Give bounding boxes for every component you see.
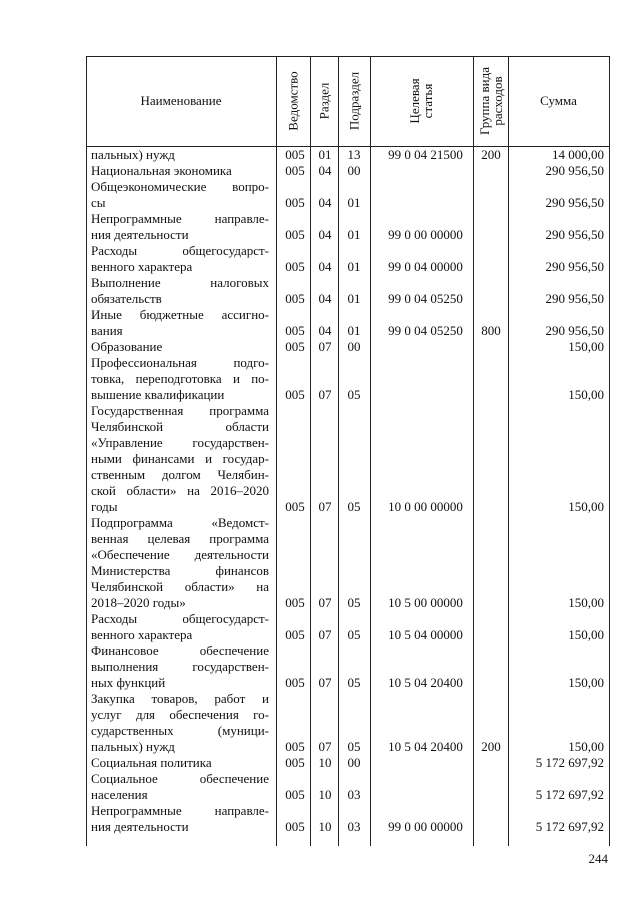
row-14-summa: 5 172 697,92 xyxy=(535,755,604,770)
row-9-podrazdel: 05 xyxy=(347,499,361,514)
row-4-celevaya-statya: 99 0 04 00000 xyxy=(388,259,463,274)
row-10-podrazdel: 05 xyxy=(347,595,361,610)
row-4-razdel: 04 xyxy=(318,259,332,274)
row-5-vedomstvo: 005 xyxy=(285,291,305,306)
row-16-podrazdel: 03 xyxy=(347,819,361,834)
row-14-podrazdel: 00 xyxy=(347,755,361,770)
row-name-line: «Управление государствен- xyxy=(91,435,269,450)
row-4-summa: 290 956,50 xyxy=(545,259,604,274)
row-name-line: Выполнение налоговых xyxy=(91,275,269,290)
row-name-line: Национальная экономика xyxy=(91,163,232,178)
row-name-line: Социальная политика xyxy=(91,755,212,770)
row-10-summa: 150,00 xyxy=(568,595,604,610)
row-13-summa: 150,00 xyxy=(568,739,604,754)
row-name-line: «Обеспечение деятельности xyxy=(91,547,269,562)
row-name-line: выполнения государствен- xyxy=(91,659,269,674)
header-name: Наименование xyxy=(140,93,222,108)
row-0-summa: 14 000,00 xyxy=(552,147,604,162)
row-15-podrazdel: 03 xyxy=(347,787,361,802)
header-celevaya-label: Целевая статья xyxy=(407,78,435,124)
row-name-line: венная целевая программа xyxy=(91,531,269,546)
row-5-name xyxy=(91,275,269,307)
row-name-line: пальных) нужд xyxy=(91,739,175,754)
row-11-podrazdel: 05 xyxy=(347,627,361,642)
row-name-line: населения xyxy=(91,787,148,802)
header-summa: Сумма xyxy=(540,93,577,108)
row-name-line: вания xyxy=(91,323,123,338)
table-left-border xyxy=(86,56,87,846)
page-number: 244 xyxy=(588,851,608,866)
row-name-line: ственным долгом Челябин- xyxy=(91,467,269,482)
row-16-name xyxy=(91,803,269,835)
row-5-summa: 290 956,50 xyxy=(545,291,604,306)
row-0-gruppa-vida: 200 xyxy=(481,147,501,162)
row-3-podrazdel: 01 xyxy=(347,227,361,242)
row-9-celevaya-statya: 10 0 00 00000 xyxy=(388,499,463,514)
row-3-razdel: 04 xyxy=(318,227,332,242)
row-8-razdel: 07 xyxy=(318,387,332,402)
row-name-line: Министерства финансов xyxy=(91,563,269,578)
row-name-line: 2018–2020 годы» xyxy=(91,595,186,610)
row-name-line: обязательств xyxy=(91,291,162,306)
row-11-name xyxy=(91,611,269,643)
row-1-name xyxy=(91,163,269,179)
col-divider-5 xyxy=(473,56,474,846)
row-14-vedomstvo: 005 xyxy=(285,755,305,770)
row-10-celevaya-statya: 10 5 00 00000 xyxy=(388,595,463,610)
row-name-line: пальных) нужд xyxy=(91,147,175,162)
row-8-summa: 150,00 xyxy=(568,387,604,402)
row-name-line: Государственная программа xyxy=(91,403,269,418)
row-name-line: венного характера xyxy=(91,627,193,642)
row-6-vedomstvo: 005 xyxy=(285,323,305,338)
row-11-razdel: 07 xyxy=(318,627,332,642)
row-14-name xyxy=(91,755,269,771)
row-name-line: вышение квалификации xyxy=(91,387,225,402)
row-name-line: Челябинской области» на xyxy=(91,579,269,594)
row-13-podrazdel: 05 xyxy=(347,739,361,754)
row-15-summa: 5 172 697,92 xyxy=(535,787,604,802)
row-7-summa: 150,00 xyxy=(568,339,604,354)
row-name-line: Расходы общегосударст- xyxy=(91,611,269,626)
row-9-razdel: 07 xyxy=(318,499,332,514)
row-2-name xyxy=(91,179,269,211)
row-1-vedomstvo: 005 xyxy=(285,163,305,178)
row-15-name xyxy=(91,771,269,803)
row-15-vedomstvo: 005 xyxy=(285,787,305,802)
row-12-name xyxy=(91,643,269,691)
row-16-celevaya-statya: 99 0 00 00000 xyxy=(388,819,463,834)
row-16-razdel: 10 xyxy=(318,819,332,834)
row-name-line: Подпрограмма «Ведомст- xyxy=(91,515,269,530)
row-1-razdel: 04 xyxy=(318,163,332,178)
row-10-name xyxy=(91,515,269,611)
row-name-line: ными финансами и государ- xyxy=(91,451,269,466)
header-podrazdel-label: Подраздел xyxy=(346,71,362,131)
row-name-line: Непрограммные направле- xyxy=(91,803,269,818)
row-9-summa: 150,00 xyxy=(568,499,604,514)
row-2-razdel: 04 xyxy=(318,195,332,210)
col-divider-2 xyxy=(310,56,311,846)
row-13-vedomstvo: 005 xyxy=(285,739,305,754)
row-15-razdel: 10 xyxy=(318,787,332,802)
row-12-podrazdel: 05 xyxy=(347,675,361,690)
row-7-name xyxy=(91,339,269,355)
row-10-vedomstvo: 005 xyxy=(285,595,305,610)
row-name-line: годы xyxy=(91,499,118,514)
header-gruppa-label: Группа вида расходов xyxy=(477,67,505,135)
row-9-name xyxy=(91,403,269,515)
col-divider-1 xyxy=(276,56,277,846)
row-3-summa: 290 956,50 xyxy=(545,227,604,242)
header-vedomstvo-label: Ведомство xyxy=(285,71,301,131)
row-1-podrazdel: 00 xyxy=(347,163,361,178)
row-12-razdel: 07 xyxy=(318,675,332,690)
row-name-line: Закупка товаров, работ и xyxy=(91,691,269,706)
row-2-vedomstvo: 005 xyxy=(285,195,305,210)
row-name-line: ской области» на 2016–2020 xyxy=(91,483,269,498)
row-name-line: ных функций xyxy=(91,675,166,690)
row-name-line: Иные бюджетные ассигно- xyxy=(91,307,269,322)
row-0-razdel: 01 xyxy=(318,147,332,162)
row-name-line: Общеэкономические вопро- xyxy=(91,179,269,194)
row-4-name xyxy=(91,243,269,275)
row-12-celevaya-statya: 10 5 04 20400 xyxy=(388,675,463,690)
row-5-podrazdel: 01 xyxy=(347,291,361,306)
row-1-summa: 290 956,50 xyxy=(545,163,604,178)
row-4-vedomstvo: 005 xyxy=(285,259,305,274)
row-8-podrazdel: 05 xyxy=(347,387,361,402)
row-0-vedomstvo: 005 xyxy=(285,147,305,162)
row-name-line: Непрограммные направле- xyxy=(91,211,269,226)
row-11-summa: 150,00 xyxy=(568,627,604,642)
row-name-line: сы xyxy=(91,195,106,210)
table-top-border xyxy=(86,56,610,57)
row-3-vedomstvo: 005 xyxy=(285,227,305,242)
row-8-vedomstvo: 005 xyxy=(285,387,305,402)
row-name-line: услуг для обеспечения го- xyxy=(91,707,269,722)
row-12-summa: 150,00 xyxy=(568,675,604,690)
row-7-razdel: 07 xyxy=(318,339,332,354)
row-6-razdel: 04 xyxy=(318,323,332,338)
row-name-line: Финансовое обеспечение xyxy=(91,643,269,658)
row-0-celevaya-statya: 99 0 04 21500 xyxy=(388,147,463,162)
header-razdel-label: Раздел xyxy=(316,82,332,120)
row-name-line: Социальное обеспечение xyxy=(91,771,269,786)
row-16-summa: 5 172 697,92 xyxy=(535,819,604,834)
row-name-line: Расходы общегосударст- xyxy=(91,243,269,258)
row-6-celevaya-statya: 99 0 04 05250 xyxy=(388,323,463,338)
row-0-podrazdel: 13 xyxy=(347,147,361,162)
row-name-line: сударственных (муници- xyxy=(91,723,269,738)
row-12-vedomstvo: 005 xyxy=(285,675,305,690)
col-divider-3 xyxy=(338,56,339,846)
row-8-name xyxy=(91,355,269,403)
row-11-celevaya-statya: 10 5 04 00000 xyxy=(388,627,463,642)
row-2-podrazdel: 01 xyxy=(347,195,361,210)
row-4-podrazdel: 01 xyxy=(347,259,361,274)
row-7-vedomstvo: 005 xyxy=(285,339,305,354)
row-10-razdel: 07 xyxy=(318,595,332,610)
row-2-summa: 290 956,50 xyxy=(545,195,604,210)
row-5-razdel: 04 xyxy=(318,291,332,306)
row-name-line: ния деятельности xyxy=(91,819,189,834)
row-name-line: Профессиональная подго- xyxy=(91,355,269,370)
row-13-celevaya-statya: 10 5 04 20400 xyxy=(388,739,463,754)
row-name-line: товка, переподготовка и по- xyxy=(91,371,269,386)
row-6-podrazdel: 01 xyxy=(347,323,361,338)
row-14-razdel: 10 xyxy=(318,755,332,770)
row-11-vedomstvo: 005 xyxy=(285,627,305,642)
row-name-line: Образование xyxy=(91,339,163,354)
col-divider-6 xyxy=(508,56,509,846)
row-16-vedomstvo: 005 xyxy=(285,819,305,834)
row-13-gruppa-vida: 200 xyxy=(481,739,501,754)
row-13-name xyxy=(91,691,269,755)
row-5-celevaya-statya: 99 0 04 05250 xyxy=(388,291,463,306)
row-6-name xyxy=(91,307,269,339)
table-right-border xyxy=(609,56,610,846)
row-9-vedomstvo: 005 xyxy=(285,499,305,514)
col-divider-4 xyxy=(370,56,371,846)
row-3-name xyxy=(91,211,269,243)
row-13-razdel: 07 xyxy=(318,739,332,754)
row-6-gruppa-vida: 800 xyxy=(481,323,501,338)
row-name-line: ния деятельности xyxy=(91,227,189,242)
row-name-line: венного характера xyxy=(91,259,193,274)
row-6-summa: 290 956,50 xyxy=(545,323,604,338)
row-name-line: Челябинской области xyxy=(91,419,269,434)
row-3-celevaya-statya: 99 0 00 00000 xyxy=(388,227,463,242)
row-0-name xyxy=(91,147,269,163)
row-7-podrazdel: 00 xyxy=(347,339,361,354)
